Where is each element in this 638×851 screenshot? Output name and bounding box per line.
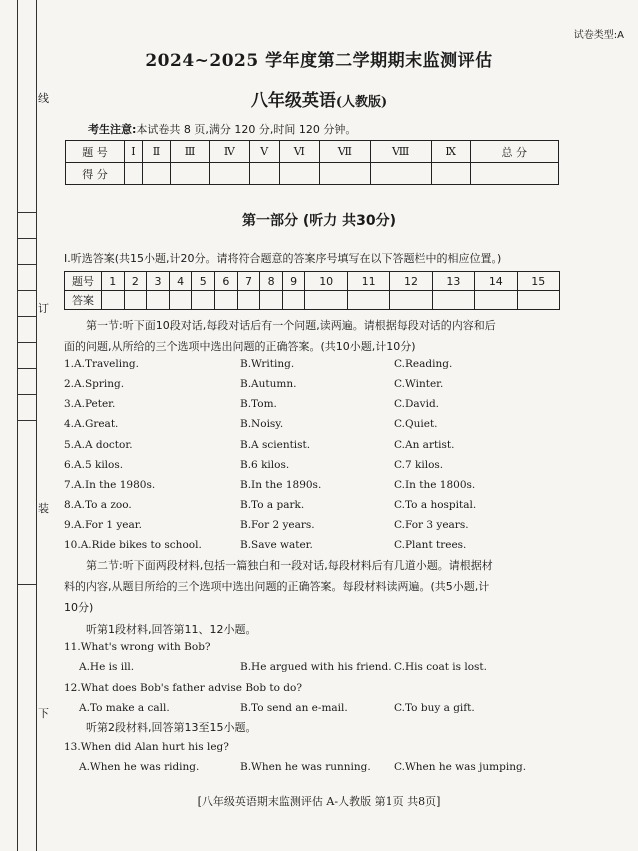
score-cell	[209, 163, 249, 185]
question-8-option-b: B.To a park.	[240, 499, 305, 511]
answer-cell	[475, 291, 517, 310]
question-13-stem: 13.When did Alan hurt his leg?	[64, 741, 229, 753]
question-3-option-a: 3.A.Peter.	[64, 398, 116, 410]
question-number: 4	[169, 272, 192, 291]
material-1-intro: 听第1段材料,回答第11、12小题。	[86, 623, 257, 636]
question-6-option-c: C.7 kilos.	[394, 459, 444, 471]
question-number: 12	[390, 272, 432, 291]
instruction-line: 料的内容,从题目所给的三个选项中选出问题的正确答案。每段材料读两遍。(共5小题,计	[64, 580, 490, 593]
score-cell	[370, 163, 431, 185]
section1-instruction: Ⅰ.听选答案(共15小题,计20分。请将符合题意的答案序号填写在以下答题栏中的相应位置。)	[64, 252, 502, 265]
binding-char-order: 订	[38, 302, 49, 315]
instruction-text: 第二节:听下面两段材料,包括一篇独白和一段对话,每段材料后有几道小题。请根据材	[86, 559, 493, 572]
question-11-option-a: A.He is ill.	[79, 661, 135, 673]
question-10-option-b: B.Save water.	[240, 539, 313, 551]
score-cell	[125, 163, 143, 185]
answer-cell	[102, 291, 125, 310]
question-4-option-b: B.Noisy.	[240, 418, 284, 430]
score-col-header: Ⅱ	[142, 141, 170, 163]
answer-cell	[432, 291, 474, 310]
answer-row-label: 答案	[65, 291, 102, 310]
binding-tick	[17, 420, 36, 421]
answer-table-answer-row	[65, 291, 560, 310]
question-number: 14	[475, 272, 517, 291]
binding-char-install: 装	[38, 502, 49, 515]
question-11-option-b: B.He argued with his friend.	[240, 661, 392, 673]
binding-tick	[17, 290, 36, 291]
question-7-option-a: 7.A.In the 1980s.	[64, 479, 156, 491]
question-4-option-a: 4.A.Great.	[64, 418, 119, 430]
question-number: 10	[305, 272, 347, 291]
question-13-option-b: B.When he was running.	[240, 761, 371, 773]
instruction-line	[64, 555, 564, 576]
question-11-option-c: C.His coat is lost.	[394, 661, 487, 673]
question-3-option-b: B.Tom.	[240, 398, 277, 410]
notice-text: 本试卷共 8 页,满分 120 分,时间 120 分钟。	[136, 123, 357, 136]
question-1-option-b: B.Writing.	[240, 358, 295, 370]
answer-cell	[124, 291, 147, 310]
score-col-header: Ⅰ	[125, 141, 143, 163]
question-number: 8	[260, 272, 283, 291]
question-9-option-a: 9.A.For 1 year.	[64, 519, 142, 531]
question-number: 13	[432, 272, 474, 291]
score-table-header-row	[66, 141, 559, 163]
question-8-option-c: C.To a hospital.	[394, 499, 477, 511]
answer-cell	[260, 291, 283, 310]
question-11-stem: 11.What's wrong with Bob?	[64, 641, 211, 653]
question-2-option-c: C.Winter.	[394, 378, 444, 390]
question-2-option-a: 2.A.Spring.	[64, 378, 125, 390]
binding-tick	[17, 264, 36, 265]
instruction-line	[64, 315, 564, 336]
binding-tick	[17, 584, 36, 585]
question-6-option-b: B.6 kilos.	[240, 459, 290, 471]
score-col-header: Ⅵ	[279, 141, 319, 163]
question-3-option-c: C.David.	[394, 398, 440, 410]
score-table-score-row	[66, 163, 559, 185]
question-number: 5	[192, 272, 215, 291]
binding-line-inner	[36, 0, 37, 851]
exam-title: 2024~2025 学年度第二学期期末监测评估	[145, 51, 493, 71]
question-number: 11	[347, 272, 389, 291]
score-cell	[171, 163, 210, 185]
score-row-label: 题 号	[66, 141, 125, 163]
answer-cell	[192, 291, 215, 310]
subject-name: 八年级英语	[250, 91, 336, 111]
question-9-option-c: C.For 3 years.	[394, 519, 469, 531]
question-5-option-a: 5.A.A doctor.	[64, 439, 133, 451]
question-1-option-a: 1.A.Traveling.	[64, 358, 139, 370]
question-number: 6	[215, 272, 238, 291]
question-5-option-c: C.An artist.	[394, 439, 455, 451]
question-1-option-c: C.Reading.	[394, 358, 453, 370]
notice-label: 考生注意:	[88, 123, 137, 136]
answer-cell	[347, 291, 389, 310]
question-12-option-b: B.To send an e-mail.	[240, 702, 348, 714]
question-6-option-a: 6.A.5 kilos.	[64, 459, 124, 471]
question-10-option-c: C.Plant trees.	[394, 539, 467, 551]
question-7-option-b: B.In the 1890s.	[240, 479, 322, 491]
binding-tick	[17, 316, 36, 317]
exam-notice	[88, 121, 356, 137]
material-2-intro: 听第2段材料,回答第13至15小题。	[86, 721, 257, 734]
score-cell	[431, 163, 470, 185]
binding-tick	[17, 238, 36, 239]
answer-row-label: 题号	[65, 272, 102, 291]
subject-title	[0, 86, 638, 111]
answer-cell	[147, 291, 170, 310]
question-number: 3	[147, 272, 170, 291]
answer-cell	[305, 291, 347, 310]
binding-char-line: 线	[38, 92, 49, 105]
answer-table-number-row	[65, 272, 560, 291]
question-10-option-a: 10.A.Ride bikes to school.	[64, 539, 202, 551]
paper-type-label: 试卷类型:A	[573, 30, 624, 41]
binding-tick	[17, 342, 36, 343]
score-table	[65, 140, 559, 185]
score-cell	[279, 163, 319, 185]
question-number: 15	[517, 272, 559, 291]
score-row-label: 得 分	[66, 163, 125, 185]
score-cell	[249, 163, 279, 185]
question-4-option-c: C.Quiet.	[394, 418, 438, 430]
answer-cell	[282, 291, 305, 310]
answer-cell	[237, 291, 260, 310]
score-cell	[142, 163, 170, 185]
subject-edition: (人教版)	[335, 95, 388, 110]
instruction-line: 10分)	[64, 601, 94, 614]
answer-cell	[390, 291, 432, 310]
question-7-option-c: C.In the 1800s.	[394, 479, 476, 491]
question-number: 7	[237, 272, 260, 291]
binding-tick	[17, 394, 36, 395]
score-col-header: Ⅶ	[319, 141, 370, 163]
question-12-option-c: C.To buy a gift.	[394, 702, 475, 714]
question-13-option-a: A.When he was riding.	[79, 761, 200, 773]
score-cell	[470, 163, 558, 185]
binding-tick	[17, 368, 36, 369]
question-8-option-a: 8.A.To a zoo.	[64, 499, 132, 511]
binding-char-down: 下	[38, 707, 49, 720]
question-number: 1	[102, 272, 125, 291]
part2-instruction	[64, 555, 564, 618]
answer-table	[64, 271, 560, 310]
score-col-header: Ⅴ	[249, 141, 279, 163]
score-col-header: 总 分	[470, 141, 558, 163]
question-number: 9	[282, 272, 305, 291]
answer-cell	[215, 291, 238, 310]
answer-cell	[517, 291, 559, 310]
instruction-line: 面的问题,从所给的三个选项中选出问题的正确答案。(共10小题,计10分)	[64, 340, 416, 353]
question-5-option-b: B.A scientist.	[240, 439, 311, 451]
answer-cell	[169, 291, 192, 310]
part-title: 第一部分 (听力 共30分)	[241, 213, 397, 229]
instruction-text: 第一节:听下面10段对话,每段对话后有一个问题,读两遍。请根据每段对话的内容和后	[86, 319, 496, 332]
score-col-header: Ⅸ	[431, 141, 470, 163]
binding-line-outer	[17, 0, 18, 851]
score-col-header: Ⅳ	[209, 141, 249, 163]
question-9-option-b: B.For 2 years.	[240, 519, 315, 531]
question-12-stem: 12.What does Bob's father advise Bob to do?	[64, 682, 302, 694]
score-col-header: Ⅲ	[171, 141, 210, 163]
question-number: 2	[124, 272, 147, 291]
score-cell	[319, 163, 370, 185]
score-col-header: Ⅷ	[370, 141, 431, 163]
part1-instruction	[64, 315, 564, 357]
question-13-option-c: C.When he was jumping.	[394, 761, 527, 773]
page-footer: [八年级英语期末监测评估 A-人教版 第1页 共8页]	[197, 795, 441, 808]
question-2-option-b: B.Autumn.	[240, 378, 297, 390]
question-12-option-a: A.To make a call.	[79, 702, 170, 714]
